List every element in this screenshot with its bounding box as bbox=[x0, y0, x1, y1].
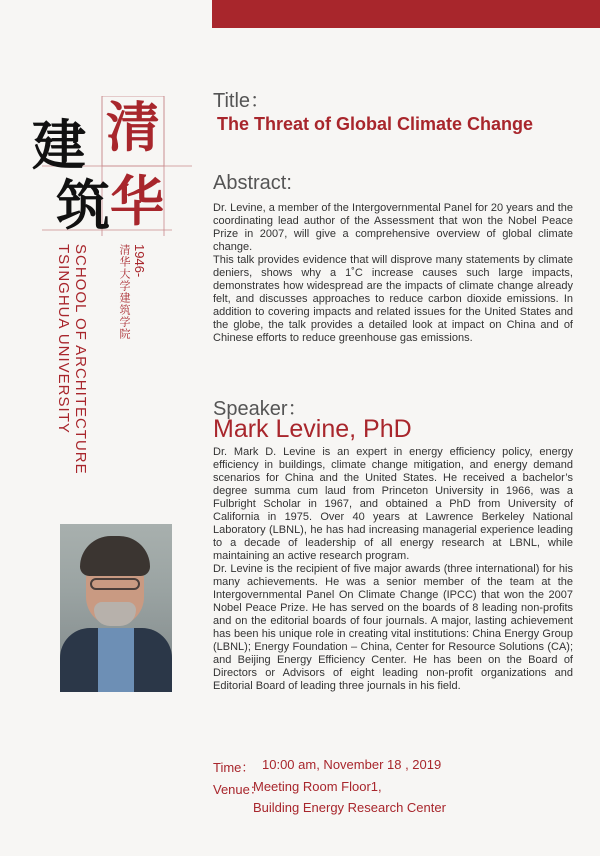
venue-line-1: Meeting Room Floor1, bbox=[253, 779, 382, 794]
photo-hair bbox=[80, 536, 150, 576]
logo-university-name: TSINGHUA UNIVERSITY bbox=[55, 244, 72, 434]
bio-paragraph: Dr. Levine is the recipient of five major awards (three international) for his many achievements. He was a senior member of the team at the Intergovernmental Panel On Climate Change (IPCC) that won the 2007 Nobel Peace Prize. He has served on the boards of 8 leading non-profits and on the editorial boards of four journals. A major, lasting achievement has been his unique role in creating vital institutions: China Energy Group (LBNL); Energy Foundation – China, Center for Resource Solutions (CA); and Beijing Energy Efficiency Center. He has been on the Board of Directors or Advisors of eight leading non-profit organizations and Editorial Board of leading three journals in his field. bbox=[213, 563, 573, 692]
bio-paragraph: Dr. Mark D. Levine is an expert in energy efficiency policy, energy efficiency in buildings, climate change mitigation, and energy demand scenarios for China and the United States. He received a bachelor’s degree summa cum laud from Princeton University in 1966, was a Fulbright Scholar in 1967, and obtained a PhD from University of California in 1975. Over 40 years at Lawrence Berkeley National Laboratory (LBNL), he has had increasing managerial experience leading to a decade of leadership of all energy research at LBNL, while maintaining an active research program. bbox=[213, 446, 573, 562]
venue-line-2: Building Energy Research Center bbox=[253, 800, 446, 815]
photo-glasses bbox=[90, 578, 140, 590]
event-time: 10:00 am, November 18 , 2019 bbox=[262, 757, 442, 772]
time-label: Time： bbox=[213, 760, 255, 775]
venue-label: Venue： bbox=[213, 782, 263, 797]
logo-char-hua: 华 bbox=[110, 169, 164, 233]
school-logo bbox=[22, 96, 192, 236]
talk-title: The Threat of Global Climate Change bbox=[217, 114, 534, 134]
logo-char-jian: 建 bbox=[32, 113, 86, 177]
abstract-text bbox=[213, 202, 573, 345]
speaker-bio bbox=[213, 446, 573, 693]
title-label: Title： bbox=[213, 90, 271, 112]
logo-school-name: SCHOOL OF ARCHITECTURE bbox=[72, 244, 89, 475]
abstract-label: Abstract: bbox=[213, 172, 292, 194]
speaker-label: Speaker： bbox=[213, 398, 308, 420]
photo-shirt bbox=[98, 628, 134, 692]
logo-chinese-name: 清华大学建筑学院 bbox=[118, 244, 130, 340]
top-accent-bar bbox=[212, 0, 600, 28]
speaker-photo bbox=[60, 524, 172, 692]
logo-year: 1946- bbox=[132, 244, 147, 278]
abstract-paragraph: This talk provides evidence that will disprove many statements by climate deniers, shows why a 1˚C increase causes such large impacts, demonstrates how widespread are the impacts of climate change already felt, and discusses approaches to reduce carbon dioxide emissions. In addition to covering impacts and related issues for the United States and the globe, the talk provides a detailed look at impact on China and of Chinese efforts to reduce greenhouse gas emissions. bbox=[213, 254, 573, 344]
logo-char-qing: 清 bbox=[106, 95, 160, 159]
speaker-name: Mark Levine, PhD bbox=[213, 415, 412, 443]
photo-beard bbox=[94, 602, 136, 626]
abstract-paragraph: Dr. Levine, a member of the Intergovernmental Panel for 20 years and the coordinating lead author of the Assessment that won the Nobel Peace Prize in 2007, will give a comprehensive overview of global climate change. bbox=[213, 202, 573, 253]
logo-char-zhu: 筑 bbox=[56, 173, 110, 237]
